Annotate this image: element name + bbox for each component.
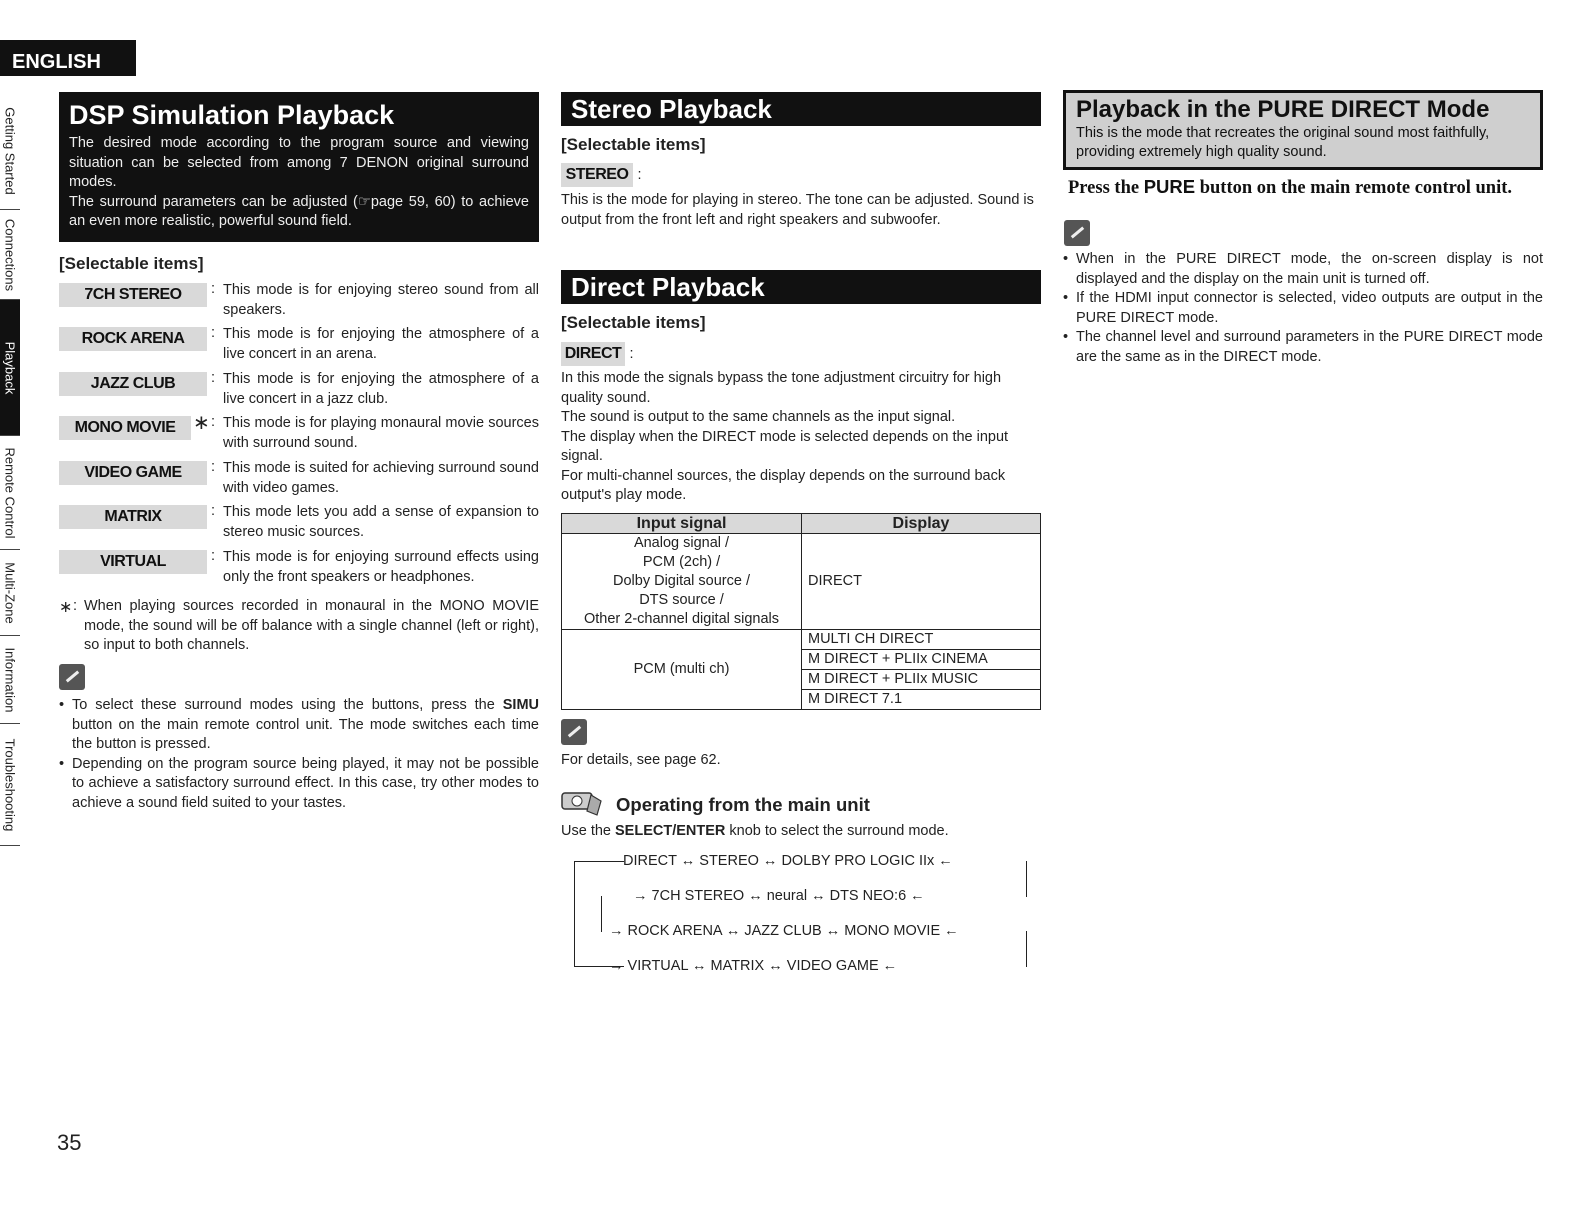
- side-tab-playback[interactable]: Playback: [0, 300, 20, 436]
- direct-signal-table: [561, 513, 1041, 710]
- stereo-title: Stereo Playback: [561, 92, 1041, 126]
- direct-mode-line: DIRECT :: [561, 342, 633, 366]
- list-item: • The channel level and surround parameters in the PURE DIRECT mode are the same as in the DIRECT mode.: [1063, 328, 1543, 367]
- hand-knob-icon: [561, 789, 605, 817]
- mode-badge-video-game: VIDEO GAME: [59, 461, 207, 485]
- table-row: M DIRECT 7.1: [562, 690, 1041, 710]
- flow-row-1: DIRECT ↔ STEREO ↔ DOLBY PRO LOGIC IIx ←: [623, 853, 953, 869]
- pure-subtitle: This is the mode that recreates the original sound most faithfully, providing extremely high quality sound.: [1076, 125, 1490, 160]
- list-item: • To select these surround modes using the buttons, press the SIMU button on the main remote control unit. The mode switches each time the button is pressed.: [59, 696, 539, 755]
- table-row: M DIRECT + PLIIx MUSIC: [562, 670, 1041, 690]
- flow-row-3: → ROCK ARENA ↔ JAZZ CLUB ↔ MONO MOVIE ←: [609, 923, 959, 939]
- mode-badge-rock-arena: ROCK ARENA: [59, 327, 207, 351]
- dsp-intro-1: The desired mode according to the program source and viewing situation can be selected from among 7 DENON original surround modes.: [69, 135, 529, 190]
- operating-desc: Use the SELECT/ENTER knob to select the surround mode.: [561, 823, 949, 839]
- side-tab-getting-started[interactable]: Getting Started: [0, 92, 20, 210]
- mode-desc: This mode is for enjoying the atmosphere of a live concert in an arena.: [223, 326, 539, 362]
- mode-badge-mono-movie: MONO MOVIE: [59, 416, 191, 440]
- pure-press-instruction: Press the PURE button on the main remote control unit.: [1068, 176, 1513, 198]
- list-item: • Depending on the program source being played, it may not be possible to achieve a satisfactory surround effect. In this case, try other modes to achieve a sound field suited to your tastes.: [59, 755, 539, 814]
- pencil-note-icon: [59, 664, 85, 690]
- mode-badge-virtual: VIRTUAL: [59, 550, 207, 574]
- list-item: • If the HDMI input connector is selected, video outputs are output in the PURE DIRECT mode.: [1063, 289, 1543, 328]
- mode-badge-matrix: MATRIX: [59, 505, 207, 529]
- mode-desc: This mode lets you add a sense of expansion to stereo music sources.: [223, 504, 539, 540]
- table-header: Display: [802, 514, 1041, 534]
- operating-title: Operating from the main unit: [616, 794, 870, 815]
- side-tab-remote-control[interactable]: Remote Control: [0, 436, 20, 550]
- asterisk-mark: ∗: [193, 412, 210, 434]
- page-number: 35: [57, 1130, 82, 1155]
- table-row: PCM (multi ch) MULTI CH DIRECT: [562, 630, 1041, 650]
- flow-row-4: → VIRTUAL ↔ MATRIX ↔ VIDEO GAME ←: [609, 958, 898, 974]
- table-row: M DIRECT + PLIIx CINEMA: [562, 650, 1041, 670]
- side-tab-troubleshooting[interactable]: Troubleshooting: [0, 724, 20, 846]
- table-row: Analog signal / PCM (2ch) / Dolby Digital source / DTS source / Other 2-channel digital signals DIRECT: [562, 534, 1041, 630]
- side-tab-connections[interactable]: Connections: [0, 210, 20, 300]
- direct-title: Direct Playback: [561, 270, 1041, 304]
- pencil-note-icon: [1064, 220, 1090, 246]
- dsp-selectable-heading: [Selectable items]: [59, 254, 204, 273]
- direct-selectable-heading: [Selectable items]: [561, 313, 706, 332]
- language-tag: ENGLISH: [0, 40, 136, 76]
- pencil-note-icon: [561, 719, 587, 745]
- mode-desc: This mode is for enjoying the atmosphere of a live concert in a jazz club.: [223, 371, 539, 407]
- pure-note-list: [1063, 250, 1543, 367]
- dsp-title: DSP Simulation Playback: [69, 100, 395, 130]
- dsp-intro-2: The surround parameters can be adjusted (☞page 59, 60) to achieve an even more realistic, powerful sound field.: [69, 193, 529, 229]
- mode-badge-stereo: STEREO: [561, 163, 633, 187]
- mode-desc: This mode is for enjoying stereo sound from all speakers.: [223, 282, 539, 318]
- dsp-heading-box: [59, 92, 539, 242]
- mode-desc: This mode is for playing monaural movie sources with surround sound.: [223, 415, 539, 451]
- pure-heading-box: [1066, 93, 1540, 167]
- list-item: • When in the PURE DIRECT mode, the on-screen display is not displayed and the display on the main unit is turned off.: [1063, 250, 1543, 289]
- stereo-selectable-heading: [Selectable items]: [561, 135, 706, 154]
- mode-badge-jazz-club: JAZZ CLUB: [59, 372, 207, 396]
- direct-description: In this mode the signals bypass the tone adjustment circuitry for high quality sound. The sound is output to the same channels as the input signal. The display when the DIRECT mode is selected depends on the input signal. For multi-channel sources, the display depends on the surround back output's play mode.: [561, 370, 1009, 503]
- dsp-note-list: [59, 696, 539, 813]
- table-header: Input signal: [562, 514, 802, 534]
- side-tab-multi-zone[interactable]: Multi-Zone: [0, 550, 20, 636]
- side-tab-information[interactable]: Information: [0, 636, 20, 724]
- mode-desc: This mode is suited for achieving surround sound with video games.: [223, 460, 539, 496]
- dsp-footnote: ∗ : When playing sources recorded in monaural in the MONO MOVIE mode, the sound will be off balance with a single channel (left or right), so input to both channels.: [59, 598, 539, 653]
- mode-desc: This mode is for enjoying surround effects using only the front speakers or headphones.: [223, 549, 539, 585]
- mode-badge-7ch-stereo: 7CH STEREO: [59, 283, 207, 307]
- pure-heading-frame: [1063, 90, 1543, 170]
- flow-row-2: → 7CH STEREO ↔ neural ↔ DTS NEO:6 ←: [633, 888, 925, 904]
- stereo-mode-line: STEREO :: [561, 163, 641, 187]
- mode-badge-direct: DIRECT: [561, 342, 625, 366]
- pure-title: Playback in the PURE DIRECT Mode: [1076, 96, 1490, 123]
- direct-note: For details, see page 62.: [561, 752, 721, 768]
- stereo-desc: This is the mode for playing in stereo. The tone can be adjusted. Sound is output from the front left and right speakers and subwoofer.: [561, 192, 1034, 228]
